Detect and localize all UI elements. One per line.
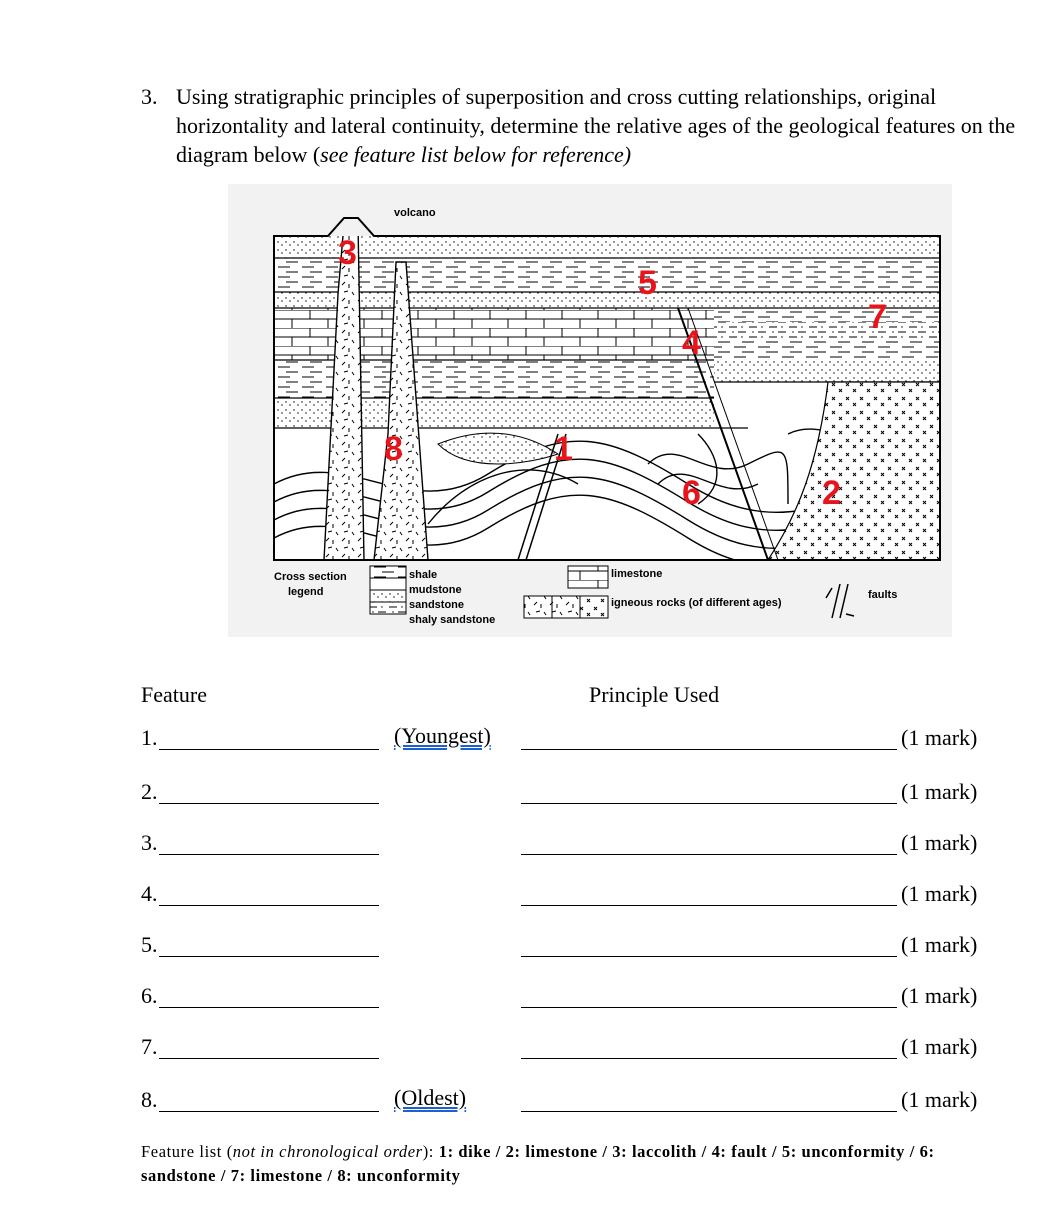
number-7: 7 [868,298,887,336]
question-number: 3. [141,84,158,109]
feature-answer-line[interactable] [159,1058,379,1059]
answer-row [141,983,1001,1013]
feature-list-items: 1: dike / 2: limestone / 3: laccolith / 4: fault / 5: unconformity / 6: sandstone / 7: limestone / 8: unconformity [141,1142,935,1185]
principle-header: Principle Used [589,682,720,707]
volcano-label: volcano [394,207,436,219]
row-number: 5. [141,932,158,957]
legend-mudstone: mudstone [409,584,462,596]
answer-row [141,1034,1001,1064]
mark-label: (1 mark) [901,725,978,750]
oldest-note: (Oldest) [394,1085,467,1110]
row-number: 7. [141,1034,158,1059]
number-8: 8 [384,430,403,468]
principle-answer-line[interactable] [521,1058,897,1059]
answer-row [141,779,1001,809]
mark-label: (1 mark) [901,830,978,855]
row-number: 8. [141,1087,158,1112]
number-3: 3 [338,234,357,272]
legend-sandstone: sandstone [409,599,465,611]
question-body: Using stratigraphic principles of superposition and cross cutting relationships, original horizontality and lateral continuity, determine the relative ages of the geological features on the diagram below ( [176,84,1016,167]
feature-answer-line[interactable] [159,803,379,804]
answer-row [141,830,1001,860]
row-number: 6. [141,983,158,1008]
mark-label: (1 mark) [901,881,978,906]
legend-faults: faults [868,589,898,601]
mark-label: (1 mark) [901,932,978,957]
answer-row [141,1087,1001,1117]
principle-answer-line[interactable] [521,854,897,855]
principle-answer-line[interactable] [521,803,897,804]
legend-igneous: igneous rocks (of different ages) [611,597,782,609]
principle-answer-line[interactable] [521,1111,897,1112]
mark-label: (1 mark) [901,983,978,1008]
feature-header: Feature [141,682,207,707]
question-text [176,82,1041,169]
answer-row [141,932,1001,962]
geologic-cross-section [228,184,952,637]
youngest-note: (Youngest) [394,723,491,748]
question [141,82,1041,169]
principle-answer-line[interactable] [521,749,897,750]
number-6: 6 [682,474,701,512]
number-2: 2 [822,474,841,512]
mark-label: (1 mark) [901,1087,978,1112]
feature-answer-line[interactable] [159,1007,379,1008]
principle-answer-line[interactable] [521,905,897,906]
answer-row [141,725,1001,755]
feature-list-prefix: Feature list ( [141,1142,233,1161]
feature-list [141,1140,1011,1188]
row-number: 3. [141,830,158,855]
feature-list-italic: not in chronological order [232,1142,423,1161]
feature-answer-line[interactable] [159,1111,379,1112]
question-italic: see feature list below for reference) [320,142,632,167]
principle-answer-line[interactable] [521,1007,897,1008]
legend-limestone: limestone [611,568,663,580]
legend-title-2: legend [288,586,324,598]
answer-row [141,881,1001,911]
legend-shale: shale [409,569,438,581]
feature-answer-line[interactable] [159,749,379,750]
feature-answer-line[interactable] [159,905,379,906]
number-4: 4 [682,324,701,362]
row-number: 2. [141,779,158,804]
feature-list-suffix: ): [422,1142,439,1161]
mark-label: (1 mark) [901,1034,978,1059]
feature-answer-line[interactable] [159,854,379,855]
legend-shaly-sandstone: shaly sandstone [409,614,496,626]
number-5: 5 [638,264,657,302]
row-number: 1. [141,725,158,750]
number-1: 1 [554,430,573,468]
mark-label: (1 mark) [901,779,978,804]
feature-answer-line[interactable] [159,956,379,957]
principle-answer-line[interactable] [521,956,897,957]
legend-title-1: Cross section [274,571,347,583]
row-number: 4. [141,881,158,906]
